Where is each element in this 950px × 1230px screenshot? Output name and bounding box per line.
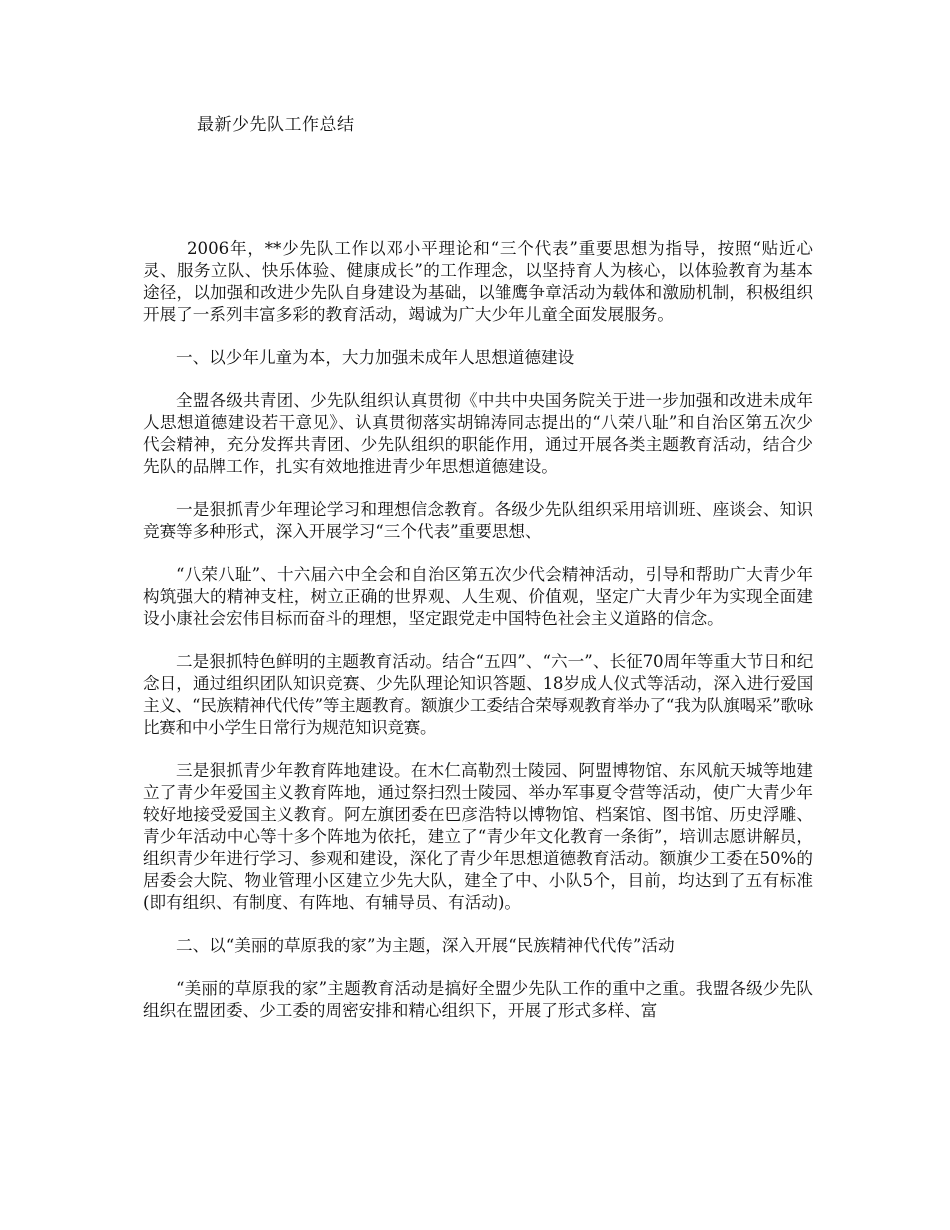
body-paragraph: “八荣八耻”、十六届六中全会和自治区第五次少代会精神活动，引导和帮助广大青少年构筑强大的精神支柱，树立正确的世界观、人生观、价值观，坚定广大青少年为实现全面建设小康社会宏伟目标而奋斗的理想，坚定跟党走中国特色社会主义道路的信念。 — [143, 565, 813, 628]
document-title: 最新少先队工作总结 — [197, 115, 355, 135]
body-paragraph: 三是狠抓青少年教育阵地建设。在木仁高勒烈士陵园、阿盟博物馆、东风航天城等地建立了青少年爱国主义教育阵地，通过祭扫烈士陵园、举办军事夏令营等活动，使广大青少年较好地接受爱国主义教育。阿左旗团委在巴彦浩特以博物馆、档案馆、图书馆、历史浮雕、青少年活动中心等十多个阵地为依托，建立了“青少年文化教育一条街”，培训志愿讲解员，组织青少年进行学习、参观和建设，深化了青少年思想道德教育活动。额旗少工委在50%的居委会大院、物业管理小区建立少先大队，建全了中、小队5个，目前，均达到了五有标准(即有组织、有制度、有阵地、有辅导员、有活动)。 — [143, 761, 813, 912]
section-heading-2: 二、以“美丽的草原我的家”为主题，深入开展“民族精神代代传”活动 — [176, 936, 675, 955]
body-paragraph: 全盟各级共青团、少先队组织认真贯彻《中共中央国务院关于进一步加强和改进未成年人思想道德建设若干意见》、认真贯彻落实胡锦涛同志提出的“八荣八耻”和自治区第五次少代会精神，充分发挥共青团、少先队组织的职能作用，通过开展各类主题教育活动，结合少先队的品牌工作，扎实有效地推进青少年思想道德建设。 — [143, 391, 813, 476]
intro-paragraph: 2006年，**少先队工作以邓小平理论和“三个代表”重要思想为指导，按照“贴近心灵、服务立队、快乐体验、健康成长”的工作理念，以坚持育人为核心，以体验教育为基本途径，以加强和改进少先队自身建设为基础，以雏鹰争章活动为载体和激励机制，积极组织开展了一系列丰富多彩的教育活动，竭诚为广大少年儿童全面发展服务。 — [143, 239, 813, 324]
section-heading-1: 一、以少年儿童为本，大力加强未成年人思想道德建设 — [176, 348, 575, 367]
body-paragraph: “美丽的草原我的家”主题教育活动是搞好全盟少先队工作的重中之重。我盟各级少先队组织在盟团委、少工委的周密安排和精心组织下，开展了形式多样、富 — [143, 979, 813, 1020]
body-paragraph: 二是狠抓特色鲜明的主题教育活动。结合“五四”、“六一”、长征70周年等重大节日和纪念日，通过组织团队知识竞赛、少先队理论知识答题、18岁成人仪式等活动，深入进行爱国主义、“民族精神代代传”等主题教育。额旗少工委结合荣辱观教育举办了“我为队旗喝采”歌咏比赛和中小学生日常行为规范知识竞赛。 — [143, 652, 813, 737]
body-paragraph: 一是狠抓青少年理论学习和理想信念教育。各级少先队组织采用培训班、座谈会、知识竞赛等多种形式，深入开展学习“三个代表”重要思想、 — [143, 500, 813, 541]
document-body — [143, 238, 813, 1043]
